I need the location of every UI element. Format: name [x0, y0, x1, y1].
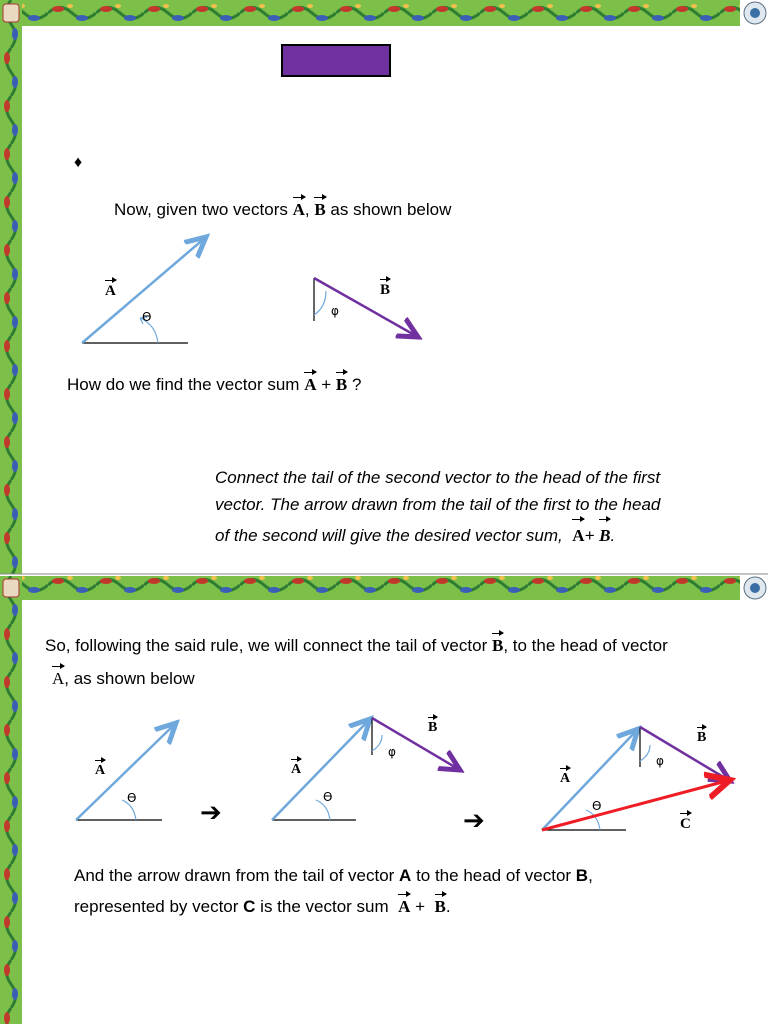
step3-vector-a — [542, 729, 638, 830]
step3-label-phi: φ — [656, 754, 664, 768]
slide2-intro-line2: A, as shown below — [52, 665, 195, 689]
vector-a-arrow — [82, 237, 206, 343]
rule-paragraph: Connect the tail of the second vector to the head of the first vector. The arrow drawn from the tail of the first to the head of the second will give the desired vector sum, A+ B. — [215, 464, 755, 549]
question-line: How do we find the vector sum A + B ? — [67, 371, 361, 395]
slide2-intro-line1: So, following the said rule, we will connect the tail of vector B, to the head of vector — [45, 632, 668, 656]
intro-line: Now, given two vectors A, B as shown below — [114, 196, 451, 220]
step1-label-a: A — [95, 759, 105, 779]
vector-b-symbol: B — [314, 196, 325, 220]
step3-label-b: B — [697, 726, 706, 746]
step-arrow-1: ➔ — [200, 797, 222, 827]
label-theta: ϴ — [142, 310, 152, 324]
bullet: ♦ — [74, 154, 83, 171]
step2-label-a: A — [291, 758, 301, 778]
title-box — [281, 44, 391, 77]
step3-label-a: A — [560, 767, 570, 787]
step2-label-phi: φ — [388, 745, 396, 759]
left-corner-ornament — [3, 4, 19, 22]
label-vector-a: A — [105, 279, 116, 300]
label-phi: φ — [331, 304, 339, 318]
step3-label-theta: ϴ — [592, 799, 602, 813]
vector-a-symbol: A — [293, 196, 305, 220]
intro-suffix: as shown below — [330, 200, 452, 219]
step1-vector-a — [76, 723, 176, 820]
label-vector-b: B — [380, 278, 390, 299]
step3-vector-c — [542, 780, 730, 830]
step1-label-theta: ϴ — [127, 791, 137, 805]
step3-vector-b — [640, 727, 730, 781]
vectors-diagram-2 — [60, 705, 760, 835]
final-line1: And the arrow drawn from the tail of vector A to the head of vector B, — [74, 866, 593, 885]
final-line2: represented by vector C is the vector sum A + B. — [74, 893, 451, 917]
step2-vector-b — [372, 718, 460, 770]
step2-vector-a — [272, 719, 370, 820]
intro-text: Now, given two vectors — [114, 200, 288, 219]
vector-b-arrow — [314, 278, 418, 337]
step-arrow-2: ➔ — [463, 805, 485, 835]
step2-label-theta: ϴ — [323, 790, 333, 804]
phi-arc — [314, 291, 326, 315]
step2-label-b: B — [428, 716, 437, 736]
step3-label-c: C — [680, 812, 691, 833]
vectors-diagram-1 — [60, 225, 460, 355]
